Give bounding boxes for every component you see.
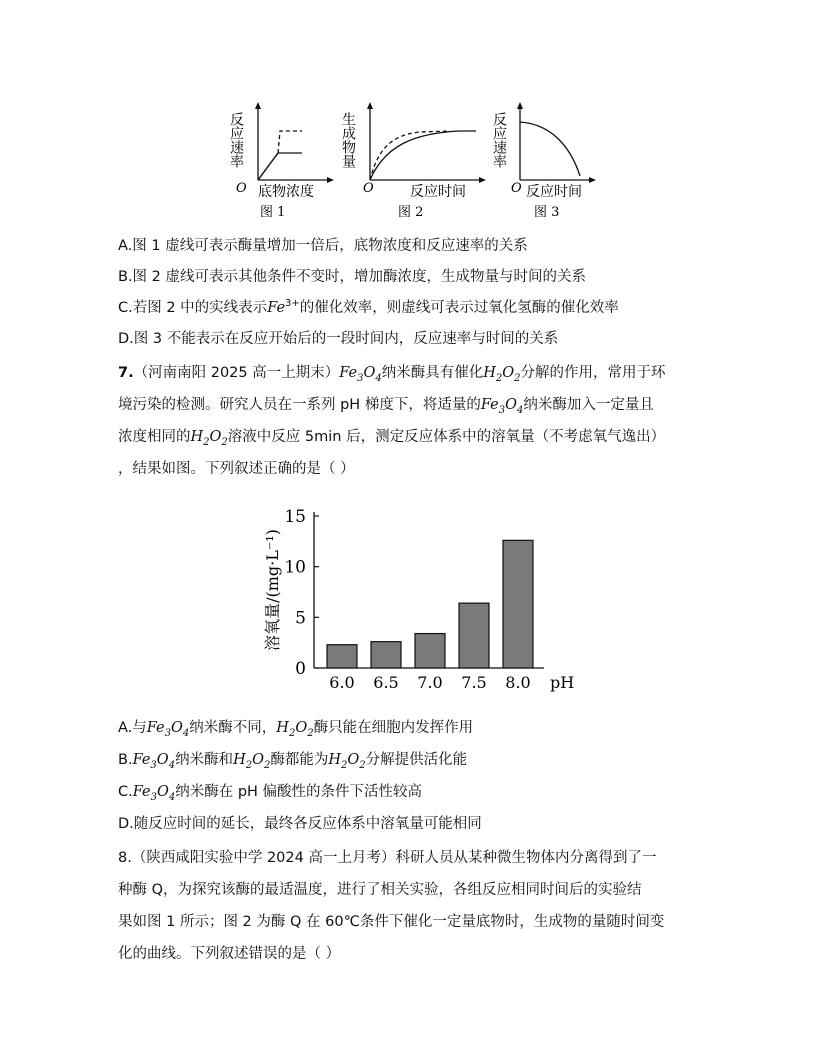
- q8-line-3: 果如图 1 所示；图 2 为酶 Q 在 60℃条件下催化一定量底物时，生成物的量随时间变: [118, 914, 665, 930]
- fig3-origin: O: [511, 181, 522, 196]
- fe3o4-formula: $Fe_3O_4$: [480, 397, 524, 416]
- q7-line1-post: 纳米酶具有催化: [381, 365, 484, 381]
- q6-option-b: B.图 2 虚线可表示其他条件不变时，增加酶浓度，生成物量与时间的关系: [118, 269, 586, 285]
- fig3-caption: 图 3: [534, 205, 560, 220]
- fe3o4-formula: $Fe_3O_4$: [339, 365, 382, 384]
- q8-line-1: 8.（陕西咸阳实验中学 2024 高一上月考）科研人员从某种微生物体内分离得到了一: [118, 850, 657, 866]
- q7-line-2: [118, 395, 654, 421]
- q7-option-c: [118, 782, 422, 808]
- q7-line-4: ，结果如图。下列叙述正确的是（ ）: [118, 461, 355, 477]
- fig3-ylabel: 反应速率: [491, 112, 507, 168]
- y-tick-label: 15: [284, 507, 306, 527]
- q7-line-3: [118, 427, 665, 453]
- fig3-xlabel: 反应时间: [526, 184, 582, 200]
- x-tick-label: 7.5: [461, 673, 487, 692]
- fig2-caption: 图 2: [398, 205, 424, 220]
- q7-option-b-post: 分解提供活化能: [365, 752, 468, 768]
- h2o2-formula: $H_2O_2$: [483, 365, 521, 384]
- fig2-origin: O: [363, 181, 374, 196]
- figure-1: [228, 102, 334, 220]
- q7-option-b-mid2: 酶都能为: [270, 752, 329, 768]
- x-tick-label: 6.5: [373, 673, 399, 692]
- q6-option-c: [118, 298, 619, 320]
- q8-line-4: 化的曲线。下列叙述错误的是（ ）: [118, 946, 341, 962]
- q6-option-c-post: 的催化效率，则虚线可表示过氧化氢酶的催化效率: [299, 300, 619, 316]
- q6-option-d: D.图 3 不能表示在反应开始后的一段时间内，反应速率与时间的关系: [118, 331, 559, 347]
- top-figures-svg: [220, 100, 620, 222]
- q7-option-a-post: 酶只能在细胞内发挥作用: [313, 720, 474, 736]
- h2o2-formula: $H_2O_2$: [190, 429, 228, 448]
- bar: [327, 645, 357, 668]
- fig2-xlabel: 反应时间: [410, 184, 466, 200]
- fig1-xlabel: 底物浓度: [258, 184, 314, 200]
- h2o2-formula: $H_2O_2$: [233, 752, 271, 771]
- bar: [371, 642, 401, 668]
- fe-ion: Fe: [267, 300, 286, 316]
- fe-ion-charge: 3+: [285, 298, 300, 309]
- figure-2: [340, 102, 486, 220]
- q7-option-c-post: 纳米酶在 pH 偏酸性的条件下活性较高: [175, 784, 423, 800]
- fig1-origin: O: [236, 181, 247, 196]
- y-tick-label: 10: [284, 557, 306, 578]
- x-tick-label: 6.0: [329, 673, 355, 692]
- q7-line-1: [118, 363, 666, 389]
- x-tick-label: 8.0: [505, 673, 531, 692]
- q7-option-a-pre: A.与: [118, 720, 147, 736]
- x-tick-label: 7.0: [417, 673, 443, 692]
- bar: [459, 603, 489, 668]
- q7-line1-tail: 分解的作用，常用于环: [520, 365, 666, 381]
- y-tick-label: 5: [295, 608, 306, 629]
- q6-option-c-pre: C.若图 2 中的实线表示: [118, 300, 268, 316]
- q7-option-a-mid: 纳米酶不同，: [189, 720, 277, 736]
- y-axis-label: 溶氧量/(mg·L⁻¹): [263, 529, 282, 651]
- q7-source: （河南南阳 2025 高一上期末）: [133, 365, 340, 381]
- q6-option-a: A.图 1 虚线可表示酶量增加一倍后，底物浓度和反应速率的关系: [118, 238, 528, 254]
- fig1-ylabel: 反应速率: [228, 112, 244, 168]
- q7-option-c-pre: C.: [118, 784, 133, 800]
- fe3o4-formula: $Fe_3O_4$: [146, 720, 190, 739]
- q7-option-a: [118, 718, 473, 744]
- fig1-caption: 图 1: [260, 205, 286, 220]
- figure-3: [491, 102, 596, 220]
- x-axis-label: pH: [550, 673, 575, 692]
- y-tick-label: 0: [295, 659, 306, 679]
- top-figures: [220, 100, 620, 222]
- h2o2-formula: $H_2O_2$: [328, 752, 366, 771]
- q7-line3-post: 溶液中反应 5min 后，测定反应体系中的溶氧量（不考虑氧气逸出）: [227, 429, 666, 445]
- h2o2-formula: $H_2O_2$: [276, 720, 314, 739]
- q7-option-d: D.随反应时间的延长，最终各反应体系中溶氧量可能相同: [118, 816, 482, 832]
- fe3o4-formula: $Fe_3O_4$: [132, 752, 176, 771]
- q7-number: 7.: [118, 365, 134, 381]
- bar: [415, 634, 445, 668]
- dissolved-oxygen-bar-chart: [258, 500, 575, 700]
- bar: [503, 540, 533, 668]
- fe3o4-formula: $Fe_3O_4$: [132, 784, 176, 803]
- q8-line-2: 种酶 Q，为探究该酶的最适温度，进行了相关实验，各组反应相同时间后的实验结: [118, 882, 642, 898]
- q7-line2-post: 纳米酶加入一定量且: [523, 397, 654, 413]
- q7-option-b: [118, 750, 467, 776]
- q7-option-b-pre: B.: [118, 752, 133, 768]
- q7-line2-pre: 境污染的检测。研究人员在一系列 pH 梯度下，将适量的: [118, 397, 481, 413]
- q7-option-b-mid: 纳米酶和: [175, 752, 234, 768]
- fig2-ylabel: 生成物量: [340, 112, 356, 168]
- q7-line3-pre: 浓度相同的: [118, 429, 191, 445]
